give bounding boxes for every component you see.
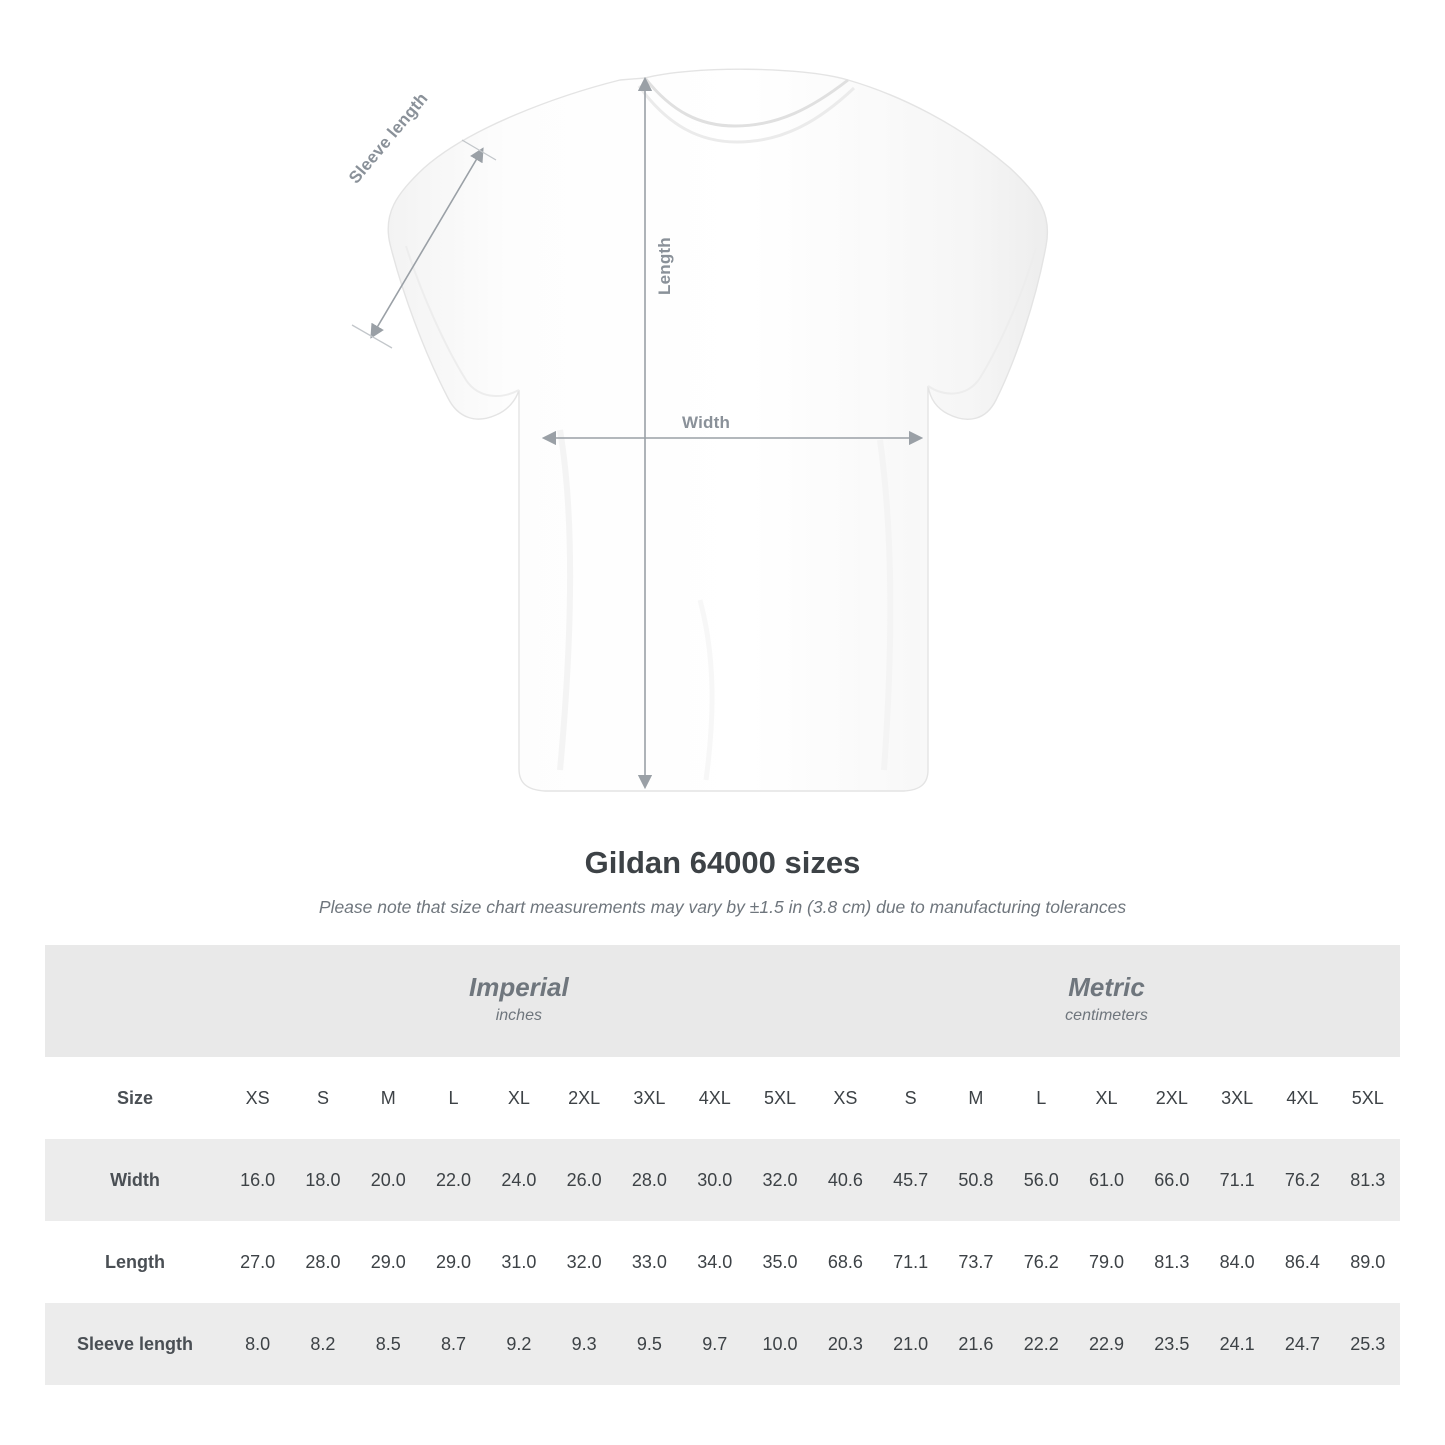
width-metric-m: 50.8 <box>943 1139 1008 1221</box>
sleeve-metric-xl: 22.9 <box>1074 1303 1139 1385</box>
row-label-width: Width <box>45 1139 225 1221</box>
sleeve-imperial-2xl: 9.3 <box>551 1303 616 1385</box>
length-metric-3xl: 84.0 <box>1204 1221 1269 1303</box>
sleeve-imperial-5xl: 10.0 <box>747 1303 812 1385</box>
length-metric-m: 73.7 <box>943 1221 1008 1303</box>
width-imperial-2xl: 26.0 <box>551 1139 616 1221</box>
size-imperial-4xl: 4XL <box>682 1057 747 1139</box>
page-title: Gildan 64000 sizes <box>584 845 861 880</box>
sleeve-metric-xs: 20.3 <box>813 1303 878 1385</box>
length-dimension-label: Length <box>655 237 674 295</box>
table-row-width <box>45 1139 1400 1221</box>
width-imperial-5xl: 32.0 <box>747 1139 812 1221</box>
sleeve-imperial-xs: 8.0 <box>225 1303 290 1385</box>
sleeve-metric-3xl: 24.1 <box>1204 1303 1269 1385</box>
length-metric-xl: 79.0 <box>1074 1221 1139 1303</box>
length-metric-5xl: 89.0 <box>1335 1221 1400 1303</box>
table-row-sleeve-length <box>45 1303 1400 1385</box>
sleeve-imperial-4xl: 9.7 <box>682 1303 747 1385</box>
size-metric-m: M <box>943 1057 1008 1139</box>
size-imperial-xs: XS <box>225 1057 290 1139</box>
width-metric-3xl: 71.1 <box>1204 1139 1269 1221</box>
size-metric-5xl: 5XL <box>1335 1057 1400 1139</box>
size-metric-3xl: 3XL <box>1204 1057 1269 1139</box>
sleeve-imperial-xl: 9.2 <box>486 1303 551 1385</box>
width-metric-5xl: 81.3 <box>1335 1139 1400 1221</box>
sleeve-imperial-s: 8.2 <box>290 1303 355 1385</box>
width-metric-xl: 61.0 <box>1074 1139 1139 1221</box>
length-metric-xs: 68.6 <box>813 1221 878 1303</box>
row-label-sleeve-length: Sleeve length <box>45 1303 225 1385</box>
width-imperial-s: 18.0 <box>290 1139 355 1221</box>
size-imperial-xl: XL <box>486 1057 551 1139</box>
width-metric-l: 56.0 <box>1009 1139 1074 1221</box>
width-imperial-4xl: 30.0 <box>682 1139 747 1221</box>
size-imperial-3xl: 3XL <box>617 1057 682 1139</box>
length-metric-s: 71.1 <box>878 1221 943 1303</box>
length-metric-2xl: 81.3 <box>1139 1221 1204 1303</box>
length-imperial-s: 28.0 <box>290 1221 355 1303</box>
sleeve-metric-l: 22.2 <box>1009 1303 1074 1385</box>
size-row <box>45 1057 1400 1139</box>
width-imperial-3xl: 28.0 <box>617 1139 682 1221</box>
length-imperial-xl: 31.0 <box>486 1221 551 1303</box>
title-block <box>0 845 1445 918</box>
width-imperial-l: 22.0 <box>421 1139 486 1221</box>
width-metric-xs: 40.6 <box>813 1139 878 1221</box>
length-imperial-4xl: 34.0 <box>682 1221 747 1303</box>
size-imperial-2xl: 2XL <box>551 1057 616 1139</box>
length-metric-l: 76.2 <box>1009 1221 1074 1303</box>
sleeve-imperial-m: 8.5 <box>356 1303 421 1385</box>
length-imperial-m: 29.0 <box>356 1221 421 1303</box>
size-metric-xs: XS <box>813 1057 878 1139</box>
width-imperial-xs: 16.0 <box>225 1139 290 1221</box>
size-metric-2xl: 2XL <box>1139 1057 1204 1139</box>
width-imperial-m: 20.0 <box>356 1139 421 1221</box>
unit-header-imperial <box>225 945 813 1057</box>
unit-sub-metric: centimeters <box>1065 1007 1148 1025</box>
sleeve-imperial-3xl: 9.5 <box>617 1303 682 1385</box>
unit-header-metric <box>813 945 1401 1057</box>
length-imperial-5xl: 35.0 <box>747 1221 812 1303</box>
length-imperial-xs: 27.0 <box>225 1221 290 1303</box>
width-metric-s: 45.7 <box>878 1139 943 1221</box>
width-metric-2xl: 66.0 <box>1139 1139 1204 1221</box>
unit-header-spacer <box>45 945 225 1057</box>
width-metric-4xl: 76.2 <box>1270 1139 1335 1221</box>
size-imperial-5xl: 5XL <box>747 1057 812 1139</box>
sleeve-metric-5xl: 25.3 <box>1335 1303 1400 1385</box>
width-imperial-xl: 24.0 <box>486 1139 551 1221</box>
sleeve-metric-m: 21.6 <box>943 1303 1008 1385</box>
size-metric-s: S <box>878 1057 943 1139</box>
unit-name-metric: Metric <box>1068 972 1145 1003</box>
sleeve-imperial-l: 8.7 <box>421 1303 486 1385</box>
length-imperial-l: 29.0 <box>421 1221 486 1303</box>
sleeve-length-dimension-label: Sleeve length <box>345 89 432 188</box>
size-metric-4xl: 4XL <box>1270 1057 1335 1139</box>
size-metric-xl: XL <box>1074 1057 1139 1139</box>
width-dimension-label: Width <box>682 413 731 432</box>
size-imperial-m: M <box>356 1057 421 1139</box>
row-label-length: Length <box>45 1221 225 1303</box>
sleeve-metric-2xl: 23.5 <box>1139 1303 1204 1385</box>
table-row-length <box>45 1221 1400 1303</box>
size-imperial-l: L <box>421 1057 486 1139</box>
tolerance-note: Please note that size chart measurements may vary by ±1.5 in (3.8 cm) due to manufacturing tolerances <box>318 897 1127 917</box>
sleeve-metric-4xl: 24.7 <box>1270 1303 1335 1385</box>
unit-name-imperial: Imperial <box>468 972 569 1003</box>
sleeve-metric-s: 21.0 <box>878 1303 943 1385</box>
size-imperial-s: S <box>290 1057 355 1139</box>
length-imperial-2xl: 32.0 <box>551 1221 616 1303</box>
unit-sub-imperial: inches <box>495 1007 542 1025</box>
length-imperial-3xl: 33.0 <box>617 1221 682 1303</box>
length-metric-4xl: 86.4 <box>1270 1221 1335 1303</box>
size-metric-l: L <box>1009 1057 1074 1139</box>
size-chart-table <box>45 945 1400 1385</box>
row-label-size: Size <box>45 1057 225 1139</box>
unit-header-row <box>45 945 1400 1057</box>
